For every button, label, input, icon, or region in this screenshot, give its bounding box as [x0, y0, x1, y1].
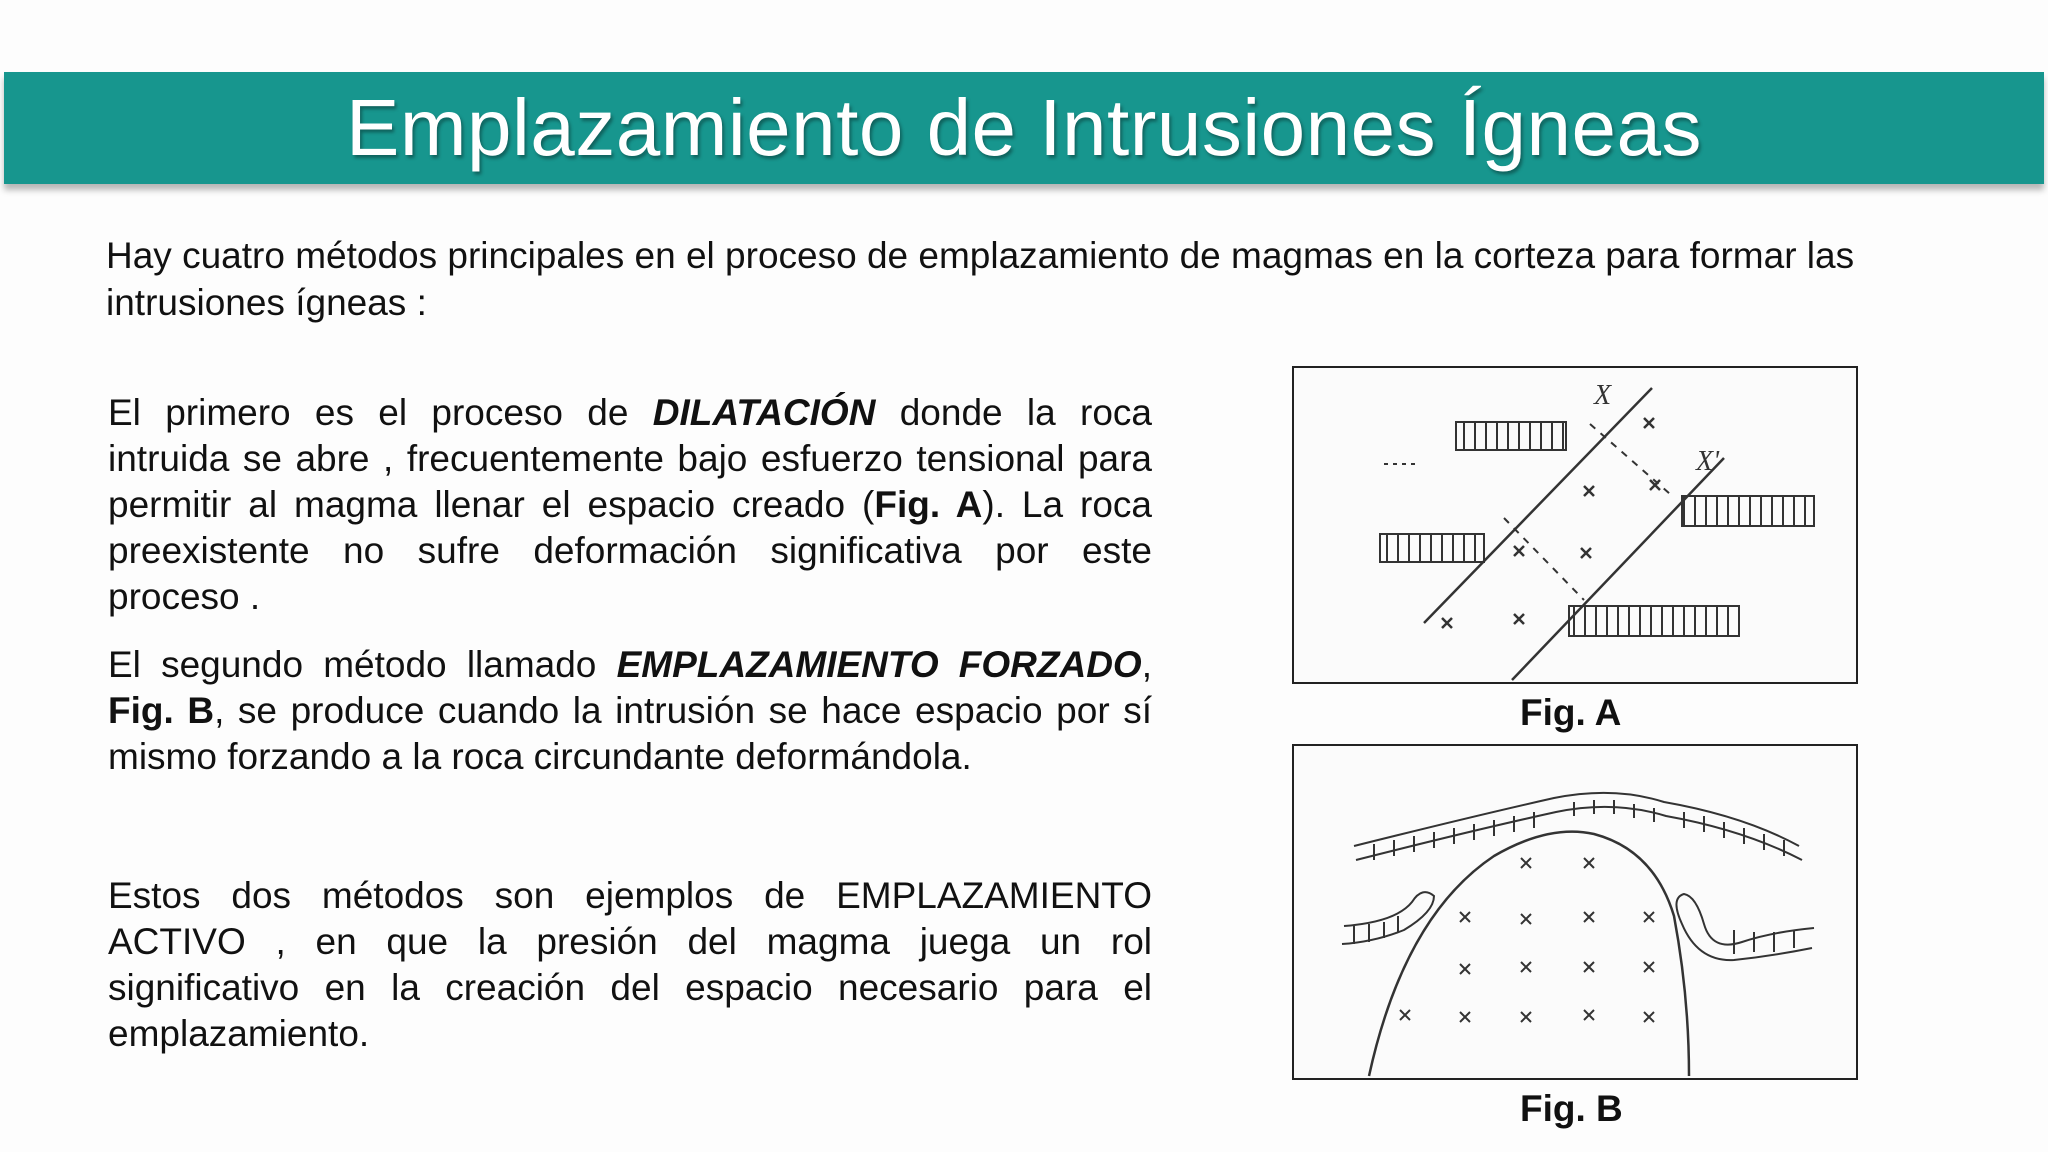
fig-a-mark-x-prime: X' — [1696, 446, 1720, 477]
figure-b-caption: Fig. B — [1520, 1088, 1623, 1129]
stratum-2 — [1682, 496, 1814, 526]
figure-a-caption: Fig. A — [1520, 692, 1622, 733]
slide-title: Emplazamiento de Intrusiones Ígneas — [345, 83, 1703, 172]
p2-text-e: , se produce cuando la intrusión se hace espacio por sí mismo forzando a la roca circundante deformándola. — [108, 690, 1152, 777]
p2-fig-ref: Fig. B — [108, 690, 215, 731]
paragraph-emplazamiento-activo: Estos dos métodos son ejemplos de EMPLAZAMIENTO ACTIVO , en que la presión del magma juega un rol significativo en la creación del espacio necesario para el emplazamiento. — [108, 875, 1152, 1054]
stratum-3 — [1380, 534, 1484, 562]
figure-b-forced-emplacement-diagram — [1292, 744, 1858, 1080]
p2-term-forzado: EMPLAZAMIENTO FORZADO — [616, 644, 1142, 685]
p1-fig-ref: Fig. A — [874, 484, 983, 525]
title-bar — [4, 72, 2044, 184]
p1-text-e: ). La roca preexistente no sufre deformación significativa por este proceso . — [108, 484, 1152, 617]
p1-text-a: El primero es el proceso de — [108, 392, 653, 433]
p1-term-dilatacion: DILATACIÓN — [652, 392, 876, 433]
figure-b-svg — [1294, 746, 1856, 1078]
fig-a-mark-x: X — [1594, 380, 1612, 411]
stratum-4 — [1569, 606, 1739, 636]
p2-text-c: , — [1141, 644, 1152, 685]
p2-text-a: El segundo método llamado — [108, 644, 617, 685]
intro-text: Hay cuatro métodos principales en el proceso de emplazamiento de magmas en la corteza para formar las intrusiones ígneas : — [106, 235, 1855, 323]
paragraph-emplazamiento-forzado — [108, 642, 1152, 780]
paragraph-dilatacion — [108, 390, 1152, 620]
p1-text-c: donde la roca intruida se abre , frecuentemente bajo esfuerzo tensional para permitir al magma llenar el espacio creado ( — [108, 392, 1152, 525]
figure-a-dilatation-diagram — [1292, 366, 1858, 684]
figure-a-svg — [1294, 368, 1856, 682]
stratum-1 — [1456, 422, 1566, 450]
